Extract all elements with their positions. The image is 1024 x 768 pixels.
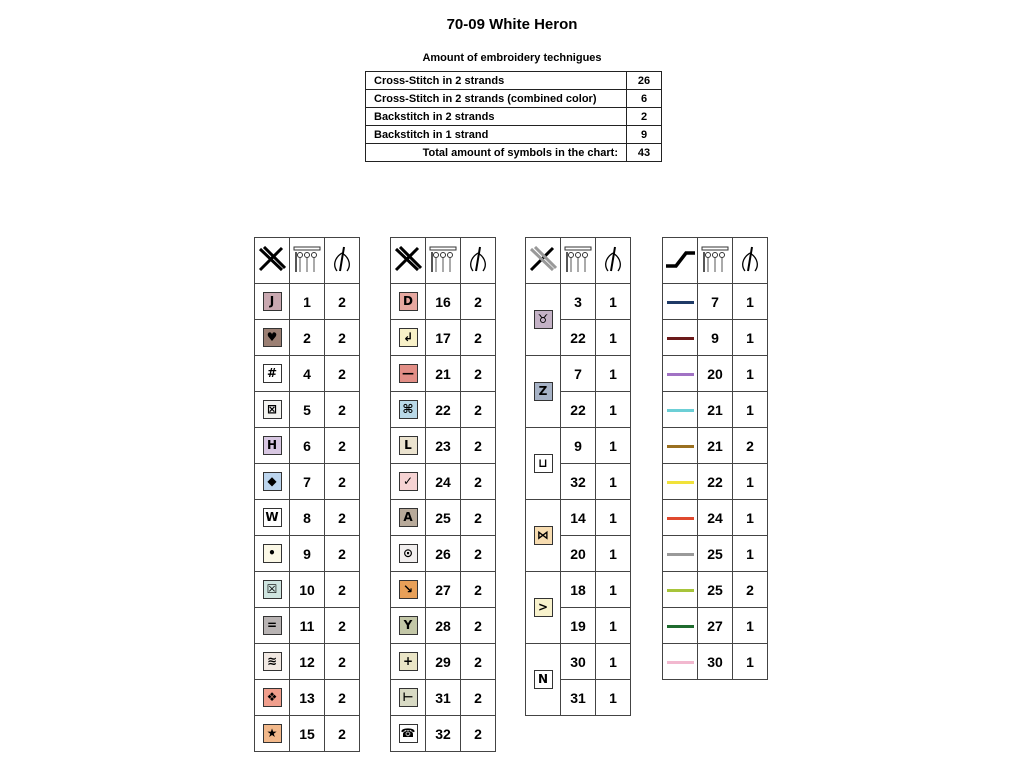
table-row [391,392,496,428]
table-row [526,284,631,320]
stitch-symbol: ≋ [263,652,282,671]
stitch-symbol: ★ [263,724,282,743]
table-row [255,392,360,428]
stitch-symbol: # [263,364,282,383]
color-number: 20 [698,356,733,392]
backstitch-line [667,373,694,376]
color-number: 9 [561,428,596,464]
color-number: 29 [426,644,461,680]
line-cell [663,572,698,608]
summary-value: 6 [627,90,662,108]
color-number: 15 [290,716,325,752]
symbol-cell [255,680,290,716]
header-row [663,238,768,284]
stitch-symbol: ❖ [263,688,282,707]
strand-count: 2 [325,608,360,644]
cross-stitch-gray-icon [529,246,557,275]
backstitch-line [667,409,694,412]
header-row [526,238,631,284]
strand-count: 2 [461,356,496,392]
strand-count: 2 [325,536,360,572]
color-number: 25 [426,500,461,536]
strand-count: 1 [596,536,631,572]
symbol-cell [526,644,561,716]
symbol-cell [391,644,426,680]
color-number: 31 [561,680,596,716]
strand-count: 2 [461,500,496,536]
stitch-symbol: Z [534,382,553,401]
table-row [663,644,768,680]
summary-value: 2 [627,108,662,126]
stitch-symbol: ↲ [399,328,418,347]
stitch-symbol: ☒ [263,580,282,599]
table-row [391,356,496,392]
strand-count: 2 [461,572,496,608]
symbol-cell [526,356,561,428]
strand-count: 2 [461,428,496,464]
strand-count: 1 [733,356,768,392]
table-row [255,320,360,356]
symbol-cell [255,572,290,608]
symbol-cell [255,536,290,572]
table-row [663,320,768,356]
strand-count: 2 [325,644,360,680]
stitch-symbol: J [263,292,282,311]
strand-count: 1 [733,644,768,680]
color-number: 22 [561,320,596,356]
color-number: 23 [426,428,461,464]
table-row [255,608,360,644]
symbol-cell [391,500,426,536]
stitch-symbol: ☎ [399,724,418,743]
color-number: 30 [561,644,596,680]
summary-heading: Amount of embroidery technigues [422,52,602,64]
table-row [255,572,360,608]
table-row [255,464,360,500]
symbol-cell [391,356,426,392]
color-number: 25 [698,572,733,608]
cross-stitch-key-table-2 [390,237,496,752]
color-number: 25 [698,536,733,572]
color-number: 22 [698,464,733,500]
symbol-cell [255,716,290,752]
strand-count: 1 [733,320,768,356]
symbol-cell [526,572,561,644]
header-cell [698,238,733,284]
table-row [663,608,768,644]
backstitch-line [667,661,694,664]
backstitch-line [667,301,694,304]
page-title: 70-09 White Heron [446,16,578,33]
backstitch-line [667,517,694,520]
stitch-symbol: = [263,616,282,635]
strand-count: 2 [325,284,360,320]
header-cell [561,238,596,284]
strand-count: 2 [461,536,496,572]
strand-count: 2 [461,320,496,356]
table-row [663,284,768,320]
stitch-symbol: N [534,670,553,689]
stitch-symbol: ✓ [399,472,418,491]
stitch-symbol: W [263,508,282,527]
thread-color-icon [701,246,729,275]
line-cell [663,464,698,500]
strand-count: 2 [325,500,360,536]
table-row [255,644,360,680]
header-cell [290,238,325,284]
table-row [255,284,360,320]
strand-count: 2 [461,464,496,500]
line-cell [663,356,698,392]
strand-count: 2 [325,716,360,752]
needle-strands-icon [602,246,624,275]
thread-color-icon [429,246,457,275]
summary-label: Cross-Stitch in 2 strands (combined color) [366,90,627,108]
strand-count: 2 [325,680,360,716]
summary-label: Cross-Stitch in 2 strands [366,72,627,90]
table-row [391,500,496,536]
header-cell [461,238,496,284]
line-cell [663,284,698,320]
color-number: 19 [561,608,596,644]
summary-value: 9 [627,126,662,144]
line-cell [663,536,698,572]
table-row [255,680,360,716]
stitch-symbol: ♉ [534,310,553,329]
table-row [391,320,496,356]
table-row [663,500,768,536]
color-number: 7 [698,284,733,320]
strand-count: 2 [325,392,360,428]
table-row [391,716,496,752]
color-number: 21 [698,392,733,428]
table-row [526,428,631,464]
stitch-symbol: D [399,292,418,311]
header-cell [426,238,461,284]
symbol-cell [391,320,426,356]
color-number: 9 [698,320,733,356]
strand-count: 1 [596,680,631,716]
header-cell [391,238,426,284]
color-number: 27 [698,608,733,644]
color-number: 14 [561,500,596,536]
backstitch-line [667,625,694,628]
stitch-symbol: ◆ [263,472,282,491]
strand-count: 2 [461,644,496,680]
symbol-cell [255,392,290,428]
color-number: 8 [290,500,325,536]
summary-row [366,126,662,144]
stitch-symbol: ♥ [263,328,282,347]
color-number: 9 [290,536,325,572]
strand-count: 1 [596,392,631,428]
color-number: 1 [290,284,325,320]
stitch-symbol: L [399,436,418,455]
stitch-symbol: ⊙ [399,544,418,563]
symbol-cell [391,536,426,572]
color-number: 22 [426,392,461,428]
header-cell [663,238,698,284]
strand-count: 1 [733,536,768,572]
symbol-cell [255,608,290,644]
symbol-cell [255,284,290,320]
needle-strands-icon [467,246,489,275]
cross-stitch-key-table-1 [254,237,360,752]
strand-count: 2 [325,464,360,500]
table-row [391,680,496,716]
table-row [391,608,496,644]
table-row [255,716,360,752]
backstitch-key-table [662,237,768,680]
line-cell [663,320,698,356]
color-number: 24 [698,500,733,536]
cross-stitch-icon [394,246,422,275]
table-row [663,392,768,428]
table-row [663,356,768,392]
strand-count: 2 [461,284,496,320]
color-number: 21 [426,356,461,392]
symbol-cell [391,464,426,500]
strand-count: 1 [733,284,768,320]
backstitch-line [667,481,694,484]
table-row [526,644,631,680]
strand-count: 2 [733,428,768,464]
color-number: 24 [426,464,461,500]
strand-count: 2 [461,392,496,428]
color-number: 30 [698,644,733,680]
stitch-symbol: • [263,544,282,563]
table-row [391,428,496,464]
stitch-symbol: A [399,508,418,527]
color-number: 26 [426,536,461,572]
color-number: 2 [290,320,325,356]
summary-row [366,144,662,162]
symbol-cell [255,320,290,356]
strand-count: 1 [596,464,631,500]
cross-stitch-icon [258,246,286,275]
header-cell [255,238,290,284]
backstitch-line [667,337,694,340]
summary-value: 26 [627,72,662,90]
line-cell [663,608,698,644]
symbol-cell [391,572,426,608]
header-cell [325,238,360,284]
table-row [526,500,631,536]
color-number: 20 [561,536,596,572]
symbol-cell [391,608,426,644]
backstitch-icon [664,248,696,273]
summary-label: Total amount of symbols in the chart: [366,144,627,162]
table-row [391,644,496,680]
stitch-symbol: Y [399,616,418,635]
table-row [526,572,631,608]
symbol-cell [255,500,290,536]
summary-row [366,72,662,90]
strand-count: 1 [596,500,631,536]
symbol-cell [526,284,561,356]
strand-count: 2 [325,572,360,608]
color-number: 31 [426,680,461,716]
color-number: 22 [561,392,596,428]
stitch-symbol: + [399,652,418,671]
color-number: 16 [426,284,461,320]
thread-color-icon [564,246,592,275]
strand-count: 2 [325,428,360,464]
symbol-cell [255,428,290,464]
strand-count: 1 [596,320,631,356]
table-row [663,464,768,500]
stitch-symbol: ⊔ [534,454,553,473]
stitch-symbol: H [263,436,282,455]
needle-strands-icon [739,246,761,275]
color-number: 10 [290,572,325,608]
strand-count: 2 [461,680,496,716]
symbol-cell [526,428,561,500]
color-number: 18 [561,572,596,608]
line-cell [663,500,698,536]
thread-color-icon [293,246,321,275]
backstitch-line [667,445,694,448]
strand-count: 1 [596,356,631,392]
symbol-cell [526,500,561,572]
table-row [391,572,496,608]
stitch-symbol: — [399,364,418,383]
header-cell [526,238,561,284]
strand-count: 1 [596,284,631,320]
summary-label: Backstitch in 2 strands [366,108,627,126]
symbol-cell [391,392,426,428]
color-number: 7 [561,356,596,392]
strand-count: 1 [733,500,768,536]
strand-count: 1 [596,572,631,608]
strand-count: 1 [733,392,768,428]
symbol-cell [255,356,290,392]
color-number: 32 [561,464,596,500]
table-row [255,500,360,536]
color-number: 13 [290,680,325,716]
table-row [391,536,496,572]
table-row [255,356,360,392]
line-cell [663,644,698,680]
color-number: 11 [290,608,325,644]
stitch-symbol: ↘ [399,580,418,599]
stitch-symbol: ⌘ [399,400,418,419]
table-row [663,428,768,464]
table-row [255,536,360,572]
summary-row [366,108,662,126]
symbol-cell [391,428,426,464]
strand-count: 2 [325,356,360,392]
color-number: 4 [290,356,325,392]
color-number: 28 [426,608,461,644]
table-row [663,572,768,608]
summary-row [366,90,662,108]
stitch-symbol: ⋈ [534,526,553,545]
strand-count: 2 [461,716,496,752]
color-number: 21 [698,428,733,464]
color-number: 17 [426,320,461,356]
table-row [391,464,496,500]
symbol-cell [391,716,426,752]
symbol-cell [255,464,290,500]
line-cell [663,392,698,428]
needle-strands-icon [331,246,353,275]
symbol-cell [255,644,290,680]
strand-count: 1 [596,644,631,680]
header-row [391,238,496,284]
strand-count: 2 [733,572,768,608]
symbol-cell [391,284,426,320]
symbol-cell [391,680,426,716]
strand-count: 1 [596,608,631,644]
color-number: 27 [426,572,461,608]
strand-count: 2 [325,320,360,356]
strand-count: 2 [461,608,496,644]
color-number: 32 [426,716,461,752]
table-row [255,428,360,464]
summary-value: 43 [627,144,662,162]
summary-label: Backstitch in 1 strand [366,126,627,144]
line-cell [663,428,698,464]
techniques-summary-table [365,71,662,162]
strand-count: 1 [596,428,631,464]
stitch-symbol: ⊠ [263,400,282,419]
color-number: 6 [290,428,325,464]
strand-count: 1 [733,464,768,500]
header-cell [596,238,631,284]
table-row [391,284,496,320]
table-row [663,536,768,572]
stitch-symbol: > [534,598,553,617]
color-number: 5 [290,392,325,428]
color-number: 3 [561,284,596,320]
backstitch-line [667,589,694,592]
color-number: 12 [290,644,325,680]
stitch-symbol: ⊢ [399,688,418,707]
table-row [526,356,631,392]
backstitch-line [667,553,694,556]
header-row [255,238,360,284]
combined-color-key-table [525,237,631,716]
strand-count: 1 [733,608,768,644]
header-cell [733,238,768,284]
color-number: 7 [290,464,325,500]
